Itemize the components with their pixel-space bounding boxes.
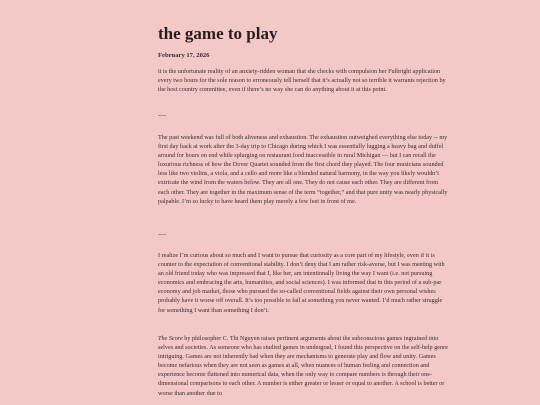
separator-2: ---- [158,231,167,238]
separator-1: ---- [158,112,167,119]
post-title: the game to play [158,24,278,43]
post-date: February 17, 2026 [158,52,210,59]
book-title: The Score [158,335,183,342]
paragraph-2: The past weekend was full of both aliveness and exhaustion. The exhaustion outweighed everything else today -- my first day back at work after the 3-day trip to Chicago during which I was essentially lugging a heavy bag and duffel around for hours on end while splurging on restaurant food inaccessible in rural Michigan — but I can recall the luxurious richness of how the Dover Quartet sounded from the first chord they played. The four musicians sounded less like two violins, a viola, and a cello and more like a blended natural harmony, in the way you likely wouldn’t extricate the wind from the waters below. They are all one. They do not cause each other. They are different from each other. They are together in the maximum sense of the term “together,” and that pure unity was nearly physically palpable. I’m so lucky to have heard them play merely a few feet in front of me. [158,134,448,205]
blog-post [158,0,450,405]
paragraph-4 [158,334,450,398]
paragraph-1: it is the unfortunate reality of an anxiety-ridden woman that she checks with compulsion her Fulbright application every two hours for the sole reason to erroneously tell herself that it’s actually not so terrible it warrants rejection by the host country committee, even if there’s no way she can do anything about it at this point. [158,68,446,94]
paragraph-3: I realize I’m curious about so much and I want to pursue that curiosity as a core part of my lifestyle, even if it is counter to the expectation of conventional stability. I don’t deny that I am rather risk-averse, but I was meeting with an old friend today who was impressed that I, like her, am intentionally living the way I want (i.e. not pursuing economics and embracing the arts, humanities, and social sciences). I was informed that in this period of a sub-par economy and job market, those who pursued the so-called conventional fields against their own personal wishes probably have it worse off overall. It’s too possible to fail at something you never wanted. I’d much rather struggle for something I want than something I don’t. [158,252,445,314]
paragraph-4-text: by philosopher C. Thi Nguyen raises pertinent arguments about the subconscious games ingrained into selves and societies. As someone who has studied games in undergrad, I found this perspective on the self-help genre intriguing. Games are not inherently bad when they are mechanisms to generate play and flow and unity. Games become nefarious when they are not seen as games at all, when nuances of human feeling and connection and experience become flattened into numerical data, when the only way to compare numbers is through their one-dimensional comparisons to each other. A number is either greater or lesser or equal to another. A school is better or worse than another due to [158,335,448,397]
